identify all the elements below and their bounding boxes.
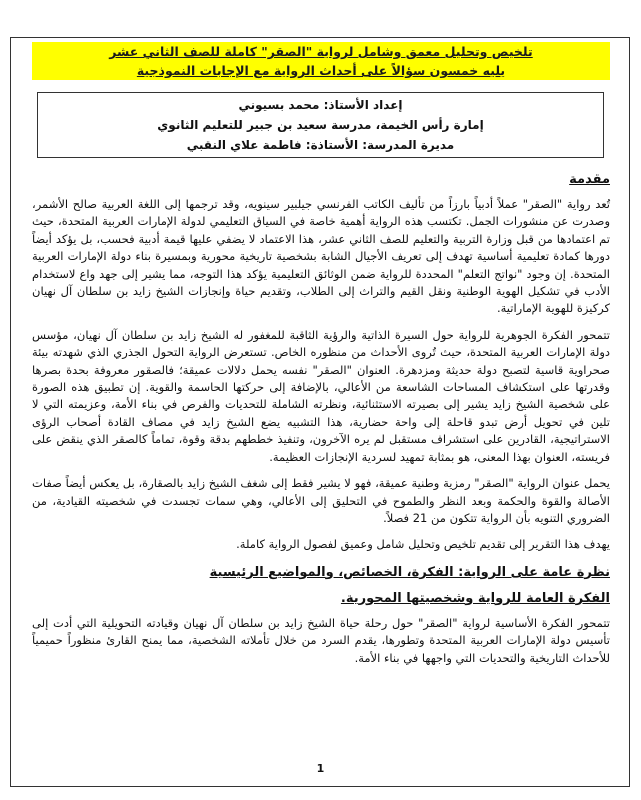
intro-paragraph-1: تُعد رواية "الصقر" عملاً أدبياً بارزاً من تأليف الكاتب الفرنسي جيلبير سينويه، وقد ترجمها إلى اللغة العربية صالح الأشمر، وصدرت عن منشورات الجمل. تكتسب هذه الرواية أهمية خاصة في السياق التعليمي لدولة الإمارات العربية المتحدة، حيث تم اعتمادها من قبل وزارة التربية والتعليم للصف الثاني عشر، هذا الاعتماد لا يضفي عليها قيمة أدبية فحسب، بل يؤكد أيضاً دورها كمادة تعليمية أساسية تهدف إلى تعريف الأجيال الشابة بشخصية تاريخية محورية وبمسيرة بناء دولة الإمارات العربية المتحدة. إن وجود "نواتج التعلم" المحددة للرواية ضمن الوثائق التعليمية يؤكد هذا التوجه، مما يشير إلى جهد واع لاستخدام الأدب في تشكيل الهوية الوطنية ونقل القيم والتراث إلى الطلاب، وتقديم حياة وإنجازات الشيخ زايد بن سلطان آل نهيان كركيزة للهوية الإماراتية. (32, 197, 610, 316)
page-number: 1 (316, 762, 325, 775)
author-info-box (37, 92, 604, 158)
document-title: تلخيص وتحليل معمق وشامل لرواية "الصقر" كاملة للصف الثاني عشر (109, 44, 533, 59)
overview-heading: نظرة عامة على الرواية: الفكرة، الخصائص، والمواضيع الرئيسية (209, 564, 610, 580)
document-subtitle: يليه خمسون سؤالاً على أحداث الرواية مع الإجابات النموذجية (136, 63, 506, 78)
intro-paragraph-2: تتمحور الفكرة الجوهرية للرواية حول السيرة الذاتية والرؤية الثاقبة للمغفور له الشيخ زايد بن سلطان آل نهيان، مؤسس دولة الإمارات العربية المتحدة، حيث تُروى الأحداث من منظوره الخاص. تستعرض الرواية التحول الجذري الذي شهدته بيئة صحراوية قاسية لتصبح دولة حديثة ومزدهرة. العنوان "الصقر" نفسه يحمل دلالات عميقة؛ فالصقور معروفة بحدة بصرها وقدرتها على استكشاف المساحات الشاسعة من الأعالي، بالإضافة إلى حركتها الحاسمة والقوية. إن تطبيق هذه الصورة على شخصية الشيخ زايد يشير إلى بصيرته الاستثنائية، ونظرته الشاملة للتحديات والفرص في بناء الأمة، وعزيمته التي لا تلين في تحويل أرض تبدو قاحلة إلى واحة حضارية، هذا التشبيه يضع الشيخ زايد في مصاف القادة أصحاب الرؤى الاستراتيجية، القادرين على استشراف مستقبل لم يره الآخرون، وتنفيذ خططهم بدقة وقوة، تماماً كالصقر الذي ينقض على فريسته، العنوان بهذا المعنى، هو بمثابة تمهيد لسردية الإنجازات العظيمة. (32, 327, 610, 464)
idea-heading: الفكرة العامة للرواية وشخصيتها المحورية. (340, 590, 610, 606)
idea-paragraph: تتمحور الفكرة الأساسية لرواية "الصقر" حول رحلة حياة الشيخ زايد بن سلطان آل نهيان وقيادته التحويلية التي أدت إلى تأسيس دولة الإمارات العربية المتحدة وتطورها، يقدم السرد من خلال تأملاته الشخصية، مما يمنح القارئ منظوراً حميمياً للأحداث التاريخية والتحديات التي واجهها في بناء الأمة. (32, 615, 610, 665)
intro-paragraph-4: يهدف هذا التقرير إلى تقديم تلخيص وتحليل شامل وعميق لفصول الرواية كاملة. (236, 537, 610, 552)
intro-paragraph-3: يحمل عنوان الرواية "الصقر" رمزية وطنية عميقة، فهو لا يشير فقط إلى شغف الشيخ زايد بالصقارة، بل يعكس أيضاً صفات الأصالة والقوة والحكمة وبعد النظر والطموح في التحليق إلى الأعالي، وهي سمات تجسدت في شخصيته القيادية، من الضروري التنويه بأن الرواية تتكون من 21 فصلاً. (32, 476, 610, 525)
document-title-block (32, 42, 610, 80)
school-principal: مديرة المدرسة: الأستاذة: فاطمة علاي النقبي (186, 138, 455, 152)
intro-heading: مقدمة (569, 172, 610, 187)
prepared-by: إعداد الأستاذ: محمد بسيوني (238, 98, 403, 112)
document-body (32, 170, 610, 676)
school-name: إمارة رأس الخيمة، مدرسة سعيد بن جبير للتعليم الثانوي (157, 118, 484, 132)
